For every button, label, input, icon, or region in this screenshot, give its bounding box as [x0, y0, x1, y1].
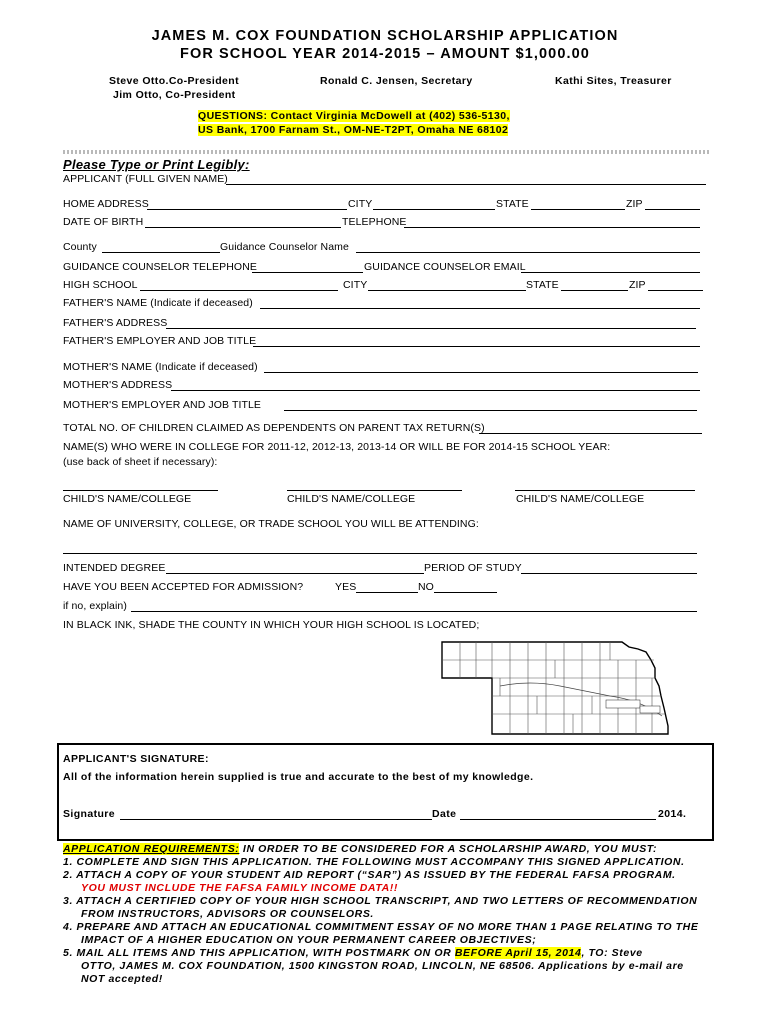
map-city-label-box-1: [606, 700, 640, 708]
hs-zip-label: ZIP: [629, 279, 646, 291]
fathers-employer-label: FATHER'S EMPLOYER AND JOB TITLE: [63, 335, 257, 347]
date-label: Date: [432, 808, 457, 820]
child-college-label-1: CHILD'S NAME/COLLEGE: [63, 493, 192, 505]
fathers-employer-field[interactable]: [253, 346, 700, 347]
university-field[interactable]: [63, 553, 697, 554]
separator-hatch: [63, 150, 709, 154]
requirement-5-end: NOT accepted!: [81, 973, 163, 985]
questions-address: US Bank, 1700 Farnam St., OM-NE-T2PT, Omaha NE 68102: [198, 124, 509, 136]
officer-steve-otto: Steve Otto.Co-President: [109, 75, 239, 87]
home-address-label: HOME ADDRESS: [63, 198, 149, 210]
fathers-address-field[interactable]: [166, 328, 696, 329]
officer-ronald-jensen: Ronald C. Jensen, Secretary: [320, 75, 473, 87]
fathers-name-label: FATHER'S NAME (Indicate if deceased): [63, 297, 253, 309]
mothers-address-label: MOTHER'S ADDRESS: [63, 379, 173, 391]
telephone-label: TELEPHONE: [342, 216, 407, 228]
requirement-4: 4. PREPARE AND ATTACH AN EDUCATIONAL COMMITMENT ESSAY OF NO MORE THAN 1 PAGE RELATING TO THE: [63, 921, 699, 933]
title-line-1: JAMES M. COX FOUNDATION SCHOLARSHIP APPLICATION: [151, 28, 619, 44]
state-label: STATE: [496, 198, 529, 210]
yes-field[interactable]: [356, 592, 418, 593]
dob-label: DATE OF BIRTH: [63, 216, 144, 228]
requirements-heading: APPLICATION REQUIREMENTS:: [63, 843, 240, 855]
home-address-field[interactable]: [147, 209, 347, 210]
requirement-3-cont: FROM INSTRUCTORS, ADVISORS OR COUNSELORS.: [81, 908, 374, 920]
applicant-label: APPLICANT (FULL GIVEN NAME): [63, 173, 228, 185]
if-no-explain-label: if no, explain): [63, 600, 127, 612]
questions-contact: QUESTIONS: Contact Virginia McDowell at (402) 536-5130,: [198, 110, 510, 122]
mothers-address-field[interactable]: [171, 390, 700, 391]
deadline-date: BEFORE April 15, 2014: [454, 947, 582, 959]
officer-kathi-sites: Kathi Sites, Treasurer: [555, 75, 672, 87]
no-field[interactable]: [434, 592, 497, 593]
nebraska-county-map[interactable]: [440, 634, 672, 736]
mothers-name-label: MOTHER'S NAME (Indicate if deceased): [63, 361, 258, 373]
dob-field[interactable]: [145, 227, 341, 228]
requirement-5-cont: OTTO, JAMES M. COX FOUNDATION, 1500 KINGSTON ROAD, LINCOLN, NE 68506. Applications by e-mail are: [81, 960, 684, 972]
hs-state-field[interactable]: [561, 290, 628, 291]
high-school-field[interactable]: [140, 290, 338, 291]
applicant-field[interactable]: [226, 184, 706, 185]
hs-state-label: STATE: [526, 279, 559, 291]
child-college-label-3: CHILD'S NAME/COLLEGE: [516, 493, 645, 505]
shade-county-label: IN BLACK INK, SHADE THE COUNTY IN WHICH YOUR HIGH SCHOOL IS LOCATED;: [63, 619, 480, 631]
guidance-tel-label: GUIDANCE COUNSELOR TELEPHONE: [63, 261, 257, 273]
mothers-employer-label: MOTHER'S EMPLOYER AND JOB TITLE: [63, 399, 262, 411]
children-claimed-field[interactable]: [479, 433, 702, 434]
title-line-2: FOR SCHOOL YEAR 2014-2015 – AMOUNT $1,000.00: [180, 46, 590, 62]
period-of-study-label: PERIOD OF STUDY: [424, 562, 522, 574]
requirement-1: 1. COMPLETE AND SIGN THIS APPLICATION. THE FOLLOWING MUST ACCOMPANY THIS SIGNED APPLICATION.: [63, 856, 685, 868]
high-school-label: HIGH SCHOOL: [63, 279, 138, 291]
signature-label: Signature: [63, 808, 116, 820]
telephone-field[interactable]: [404, 227, 700, 228]
requirement-2: 2. ATTACH A COPY OF YOUR STUDENT AID REPORT (“SAR”) AS ISSUED BY THE FEDERAL FAFSA PROGRAM.: [63, 869, 676, 881]
child-college-field-2[interactable]: [287, 490, 462, 491]
hs-city-label: CITY: [343, 279, 368, 291]
signature-field[interactable]: [120, 819, 432, 820]
intended-degree-field[interactable]: [166, 573, 424, 574]
map-city-label-box-2: [640, 706, 660, 713]
guidance-email-field[interactable]: [521, 272, 700, 273]
fathers-name-field[interactable]: [260, 308, 700, 309]
guidance-tel-field[interactable]: [252, 272, 363, 273]
officer-jim-otto: Jim Otto, Co-President: [113, 89, 236, 101]
no-label: NO: [418, 581, 434, 593]
college-names-line-1: NAME(S) WHO WERE IN COLLEGE FOR 2011-12, 2012-13, 2013-14 OR WILL BE FOR 2014-15 SCHOOL YEAR:: [63, 441, 611, 453]
children-claimed-label: TOTAL NO. OF CHILDREN CLAIMED AS DEPENDENTS ON PARENT TAX RETURN(S): [63, 422, 485, 434]
city-field[interactable]: [373, 209, 495, 210]
child-college-field-3[interactable]: [515, 490, 695, 491]
date-field[interactable]: [460, 819, 656, 820]
zip-field[interactable]: [645, 209, 700, 210]
university-label: NAME OF UNIVERSITY, COLLEGE, OR TRADE SCHOOL YOU WILL BE ATTENDING:: [63, 518, 479, 530]
guidance-name-field[interactable]: [356, 252, 700, 253]
date-year: 2014.: [658, 808, 687, 820]
county-label: County: [63, 241, 97, 253]
city-label: CITY: [348, 198, 373, 210]
child-college-label-2: CHILD'S NAME/COLLEGE: [287, 493, 416, 505]
hs-city-field[interactable]: [368, 290, 526, 291]
signature-statement: All of the information herein supplied is true and accurate to the best of my knowledge.: [63, 771, 534, 783]
signature-heading: APPLICANT'S SIGNATURE:: [63, 753, 209, 765]
requirement-2-fafsa-warning: YOU MUST INCLUDE THE FAFSA FAMILY INCOME DATA!!: [81, 882, 398, 894]
requirement-3: 3. ATTACH A CERTIFIED COPY OF YOUR HIGH SCHOOL TRANSCRIPT, AND TWO LETTERS OF RECOMMENDATION: [63, 895, 698, 907]
requirement-5: 5. MAIL ALL ITEMS AND THIS APPLICATION, WITH POSTMARK ON OR BEFORE April 15, 2014, TO: Steve: [63, 947, 643, 959]
guidance-name-label: Guidance Counselor Name: [220, 241, 349, 253]
type-or-print-heading: Please Type or Print Legibly:: [63, 157, 250, 172]
if-no-explain-field[interactable]: [131, 611, 697, 612]
requirements-intro: APPLICATION REQUIREMENTS: IN ORDER TO BE CONSIDERED FOR A SCHOLARSHIP AWARD, YOU MUST:: [63, 843, 658, 855]
county-field[interactable]: [102, 252, 220, 253]
hs-zip-field[interactable]: [648, 290, 703, 291]
zip-label: ZIP: [626, 198, 643, 210]
intended-degree-label: INTENDED DEGREE: [63, 562, 166, 574]
college-names-line-2: (use back of sheet if necessary):: [63, 456, 218, 468]
child-college-field-1[interactable]: [63, 490, 218, 491]
period-of-study-field[interactable]: [521, 573, 697, 574]
accepted-label: HAVE YOU BEEN ACCEPTED FOR ADMISSION?: [63, 581, 304, 593]
mothers-name-field[interactable]: [264, 372, 698, 373]
state-field[interactable]: [531, 209, 625, 210]
mothers-employer-field[interactable]: [284, 410, 697, 411]
guidance-email-label: GUIDANCE COUNSELOR EMAIL: [364, 261, 526, 273]
fathers-address-label: FATHER'S ADDRESS: [63, 317, 168, 329]
requirement-4-cont: IMPACT OF A HIGHER EDUCATION ON YOUR PERMANENT CAREER OBJECTIVES;: [81, 934, 537, 946]
yes-label: YES: [335, 581, 357, 593]
